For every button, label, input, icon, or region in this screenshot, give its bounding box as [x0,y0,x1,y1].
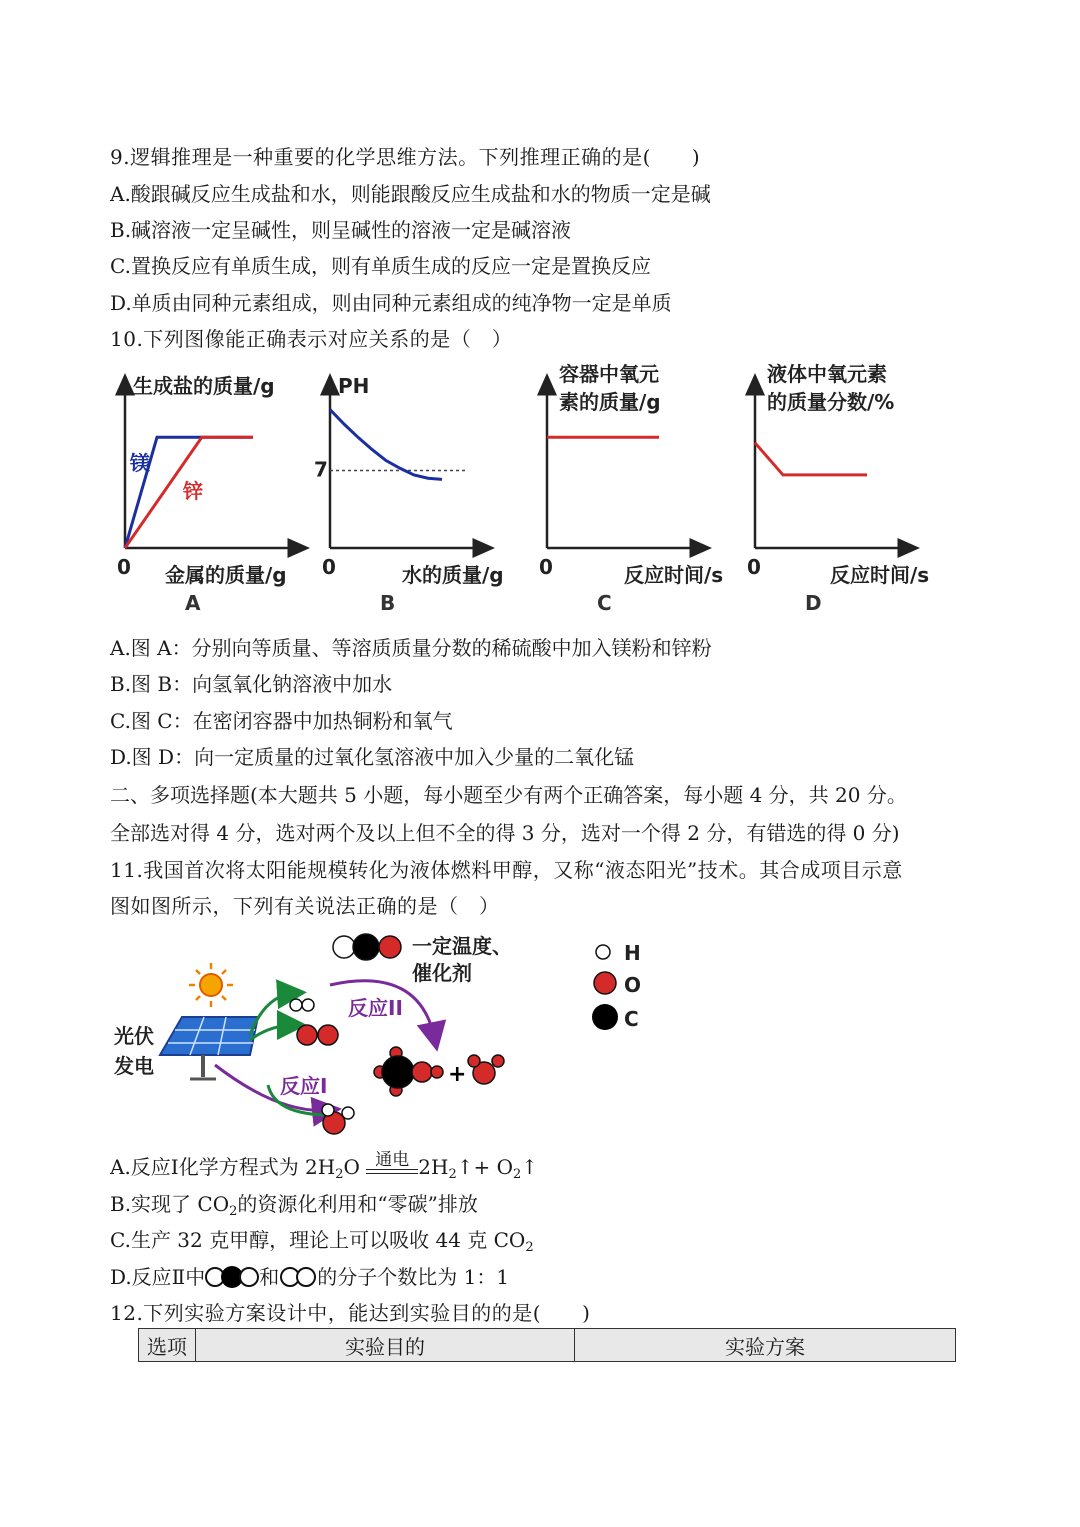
origin-label: 0 [117,555,131,579]
chart-D [747,362,929,615]
x-label: 金属的质量/g [165,563,287,587]
section2-title: 二、多项选择题(本大题共 5 小题，每小题至少有两个正确答案，每小题 4 分，共 20 分。 [110,783,907,807]
y-label-line2: 的质量分数/% [767,390,895,414]
electrolysis-condition: 通电 [375,1150,410,1170]
sun-icon [189,963,233,1007]
co2-molecule [297,1025,338,1045]
y-label-line1: 容器中氧元 [559,362,659,386]
series-line-pH [330,410,442,480]
reaction2-label: 反应II [348,996,403,1020]
methanol-molecule [374,1047,443,1096]
methanol-inline-icon [205,1265,259,1289]
origin-label: 0 [539,555,553,579]
q10-option-c: C.图 C：在密闭容器中加热铜粉和氧气 [110,709,453,733]
q11-option-a: A.反应Ⅰ化学方程式为 $2H_2O$ 通电 $2H_2↑+$ $O_2↑$ [110,1152,538,1190]
pv-label-2: 发电 [114,1054,154,1078]
plus-sign: + [448,1062,467,1087]
h2-molecule [290,999,314,1011]
legend-o: O [624,973,642,997]
q9-option-a: A.酸跟碱反应生成盐和水，则能跟酸反应生成盐和水的物质一定是碱 [110,182,711,206]
chart-letter: A [185,591,201,615]
q10-charts [100,360,980,620]
x-label: 水的质量/g [402,563,504,587]
q9-stem: 9.逻辑推理是一种重要的化学思维方法。下列推理正确的是( ) [110,145,701,169]
q11-stem-1: 11.我国首次将太阳能规模转化为液体燃料甲醇，又称“液态阳光”技术。其合成项目示意 [110,858,903,882]
y-label-line1: 液体中氧元素 [767,362,887,386]
q11-option-d: D.反应Ⅱ中 和 的分子个数比为 1：1 [110,1265,510,1289]
q11-option-c: C.生产 32 克甲醇，理论上可以吸收 44 克 $CO_2$ [110,1228,534,1255]
q12-table [138,1328,956,1362]
condition-1: 一定温度、 [412,934,512,958]
pv-label-1: 光伏 [114,1024,154,1048]
reference-label: 7 [314,457,328,482]
reaction1-label: 反应I [280,1074,328,1098]
q12-stem: 12.下列实验方案设计中，能达到实验目的的是( ) [110,1301,591,1325]
q10-option-d: D.图 D：向一定质量的过氧化氢溶液中加入少量的二氧化锰 [110,745,635,769]
q10-stem: 10.下列图像能正确表示对应关系的是（ ） [110,327,513,351]
legend [592,941,641,1031]
chart-C [539,362,723,615]
methanol-molecule-top [333,934,401,960]
legend-h: H [624,941,641,965]
legend-c: C [624,1007,639,1031]
y-label: 生成盐的质量/g [133,374,275,398]
x-label: 反应时间/s [624,563,724,587]
chart-letter: D [805,591,822,615]
h2-inline-icon [279,1265,317,1289]
header-purpose: 实验目的 [196,1329,575,1362]
chart-letter: C [597,591,612,615]
q9-option-b: B.碱溶液一定呈碱性，则呈碱性的溶液一定是碱溶液 [110,218,572,242]
q11-option-b: B.实现了 $CO_2$的资源化利用和“零碳”排放 [110,1192,478,1219]
solar-panel-icon [160,1017,258,1079]
y-label-line2: 素的质量/g [559,390,661,414]
q11-stem-2: 图如图所示，下列有关说法正确的是（ ） [110,894,500,918]
q10-option-b: B.图 B：向氢氧化钠溶液中加水 [110,672,393,696]
water-product-molecule [468,1055,504,1084]
q11-diagram [100,925,680,1145]
chart-letter: B [380,591,396,615]
series-label-zn: 锌 [183,479,203,503]
q10-option-a: A.图 A：分别向等质量、等溶质质量分数的稀硫酸中加入镁粉和锌粉 [110,636,712,660]
chart-A [117,374,300,615]
series-label-mg: 镁 [130,451,150,475]
y-label: PH [338,374,370,398]
series-line-O% [755,443,867,475]
header-plan: 实验方案 [575,1329,956,1362]
h2o-molecule [322,1104,354,1134]
q9-option-d: D.单质由同种元素组成，则由同种元素组成的纯净物一定是单质 [110,291,672,315]
header-option: 选项 [139,1329,196,1362]
q9-option-c: C.置换反应有单质生成，则有单质生成的反应一定是置换反应 [110,254,651,278]
condition-2: 催化剂 [412,961,472,985]
x-label: 反应时间/s [830,563,930,587]
chart-B [314,374,504,615]
section2-scoring: 全部选对得 4 分，选对两个及以上但不全的得 3 分，选对一个得 2 分，有错选的得 0 分) [110,821,900,845]
origin-label: 0 [747,555,761,579]
origin-label: 0 [322,555,336,579]
